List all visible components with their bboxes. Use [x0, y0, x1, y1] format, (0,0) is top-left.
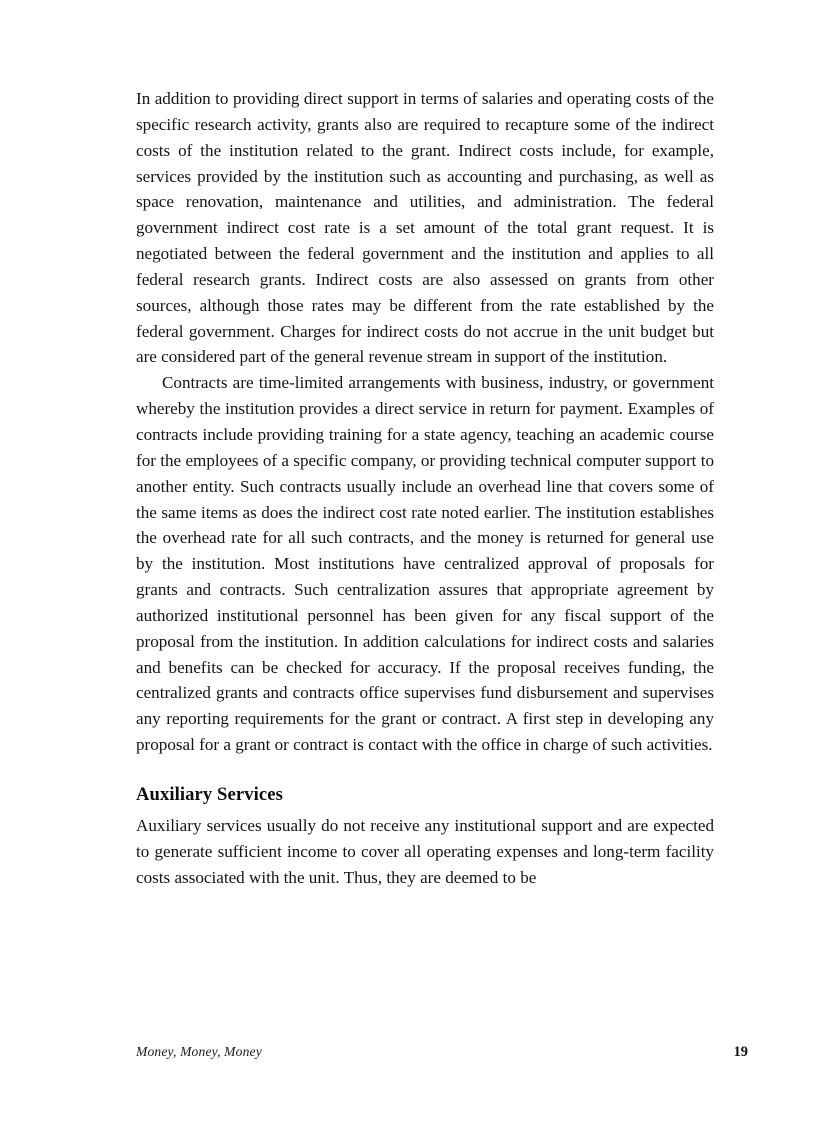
- footer-page-number: 19: [733, 1044, 748, 1060]
- section-heading-auxiliary-services: Auxiliary Services: [136, 783, 283, 805]
- paragraph-indirect-costs: In addition to providing direct support in terms of salaries and operating costs of the specific research activity, grants also are required to recapture some of the indirect costs of the institution related to the grant. Indirect costs include, for example, services provided by the institution such as accounting and purchasing, as well as space renovation, maintenance and utilities, and administration. The federal government indirect cost rate is a set amount of the total grant request. It is negotiated between the federal government and the institution and applies to all federal research grants. Indirect costs are also assessed on grants from other sources, although those rates may be different from the rate established by the federal government. Charges for indirect costs do not accrue in the unit budget but are considered part of the general revenue stream in support of the institution.: [136, 89, 714, 367]
- paragraph-auxiliary-services: Auxiliary services usually do not receive any institutional support and are expected to generate sufficient income to cover all operating expenses and long-term facility costs associated with the unit. Thus, they are deemed to be: [136, 815, 714, 887]
- paragraph-contracts: Contracts are time-limited arrangements with business, industry, or government whereby the institution provides a direct service in return for payment. Examples of contracts include providing training for a state agency, teaching an academic course for the employees of a specific company, or providing technical computer support to another entity. Such contracts usually include an overhead line that covers some of the same items as does the indirect cost rate noted earlier. The institution establishes the overhead rate for all such contracts, and the money is returned for general use by the institution. Most institutions have centralized approval of proposals for grants and contracts. Such centralization assures that appropriate agreement by authorized institutional personnel has been given for any fiscal support of the proposal from the institution. In addition calculations for indirect costs and salaries and benefits can be checked for accuracy. If the proposal receives funding, the centralized grants and contracts office supervises fund disbursement and supervises any reporting requirements for the grant or contract. A first step in developing any proposal for a grant or contract is contact with the office in charge of such activities.: [136, 373, 714, 755]
- page-text-column: [136, 86, 714, 890]
- footer-running-title: Money, Money, Money: [136, 1044, 262, 1059]
- page-footer: [136, 1044, 748, 1061]
- heading-top-spacer: [136, 758, 714, 782]
